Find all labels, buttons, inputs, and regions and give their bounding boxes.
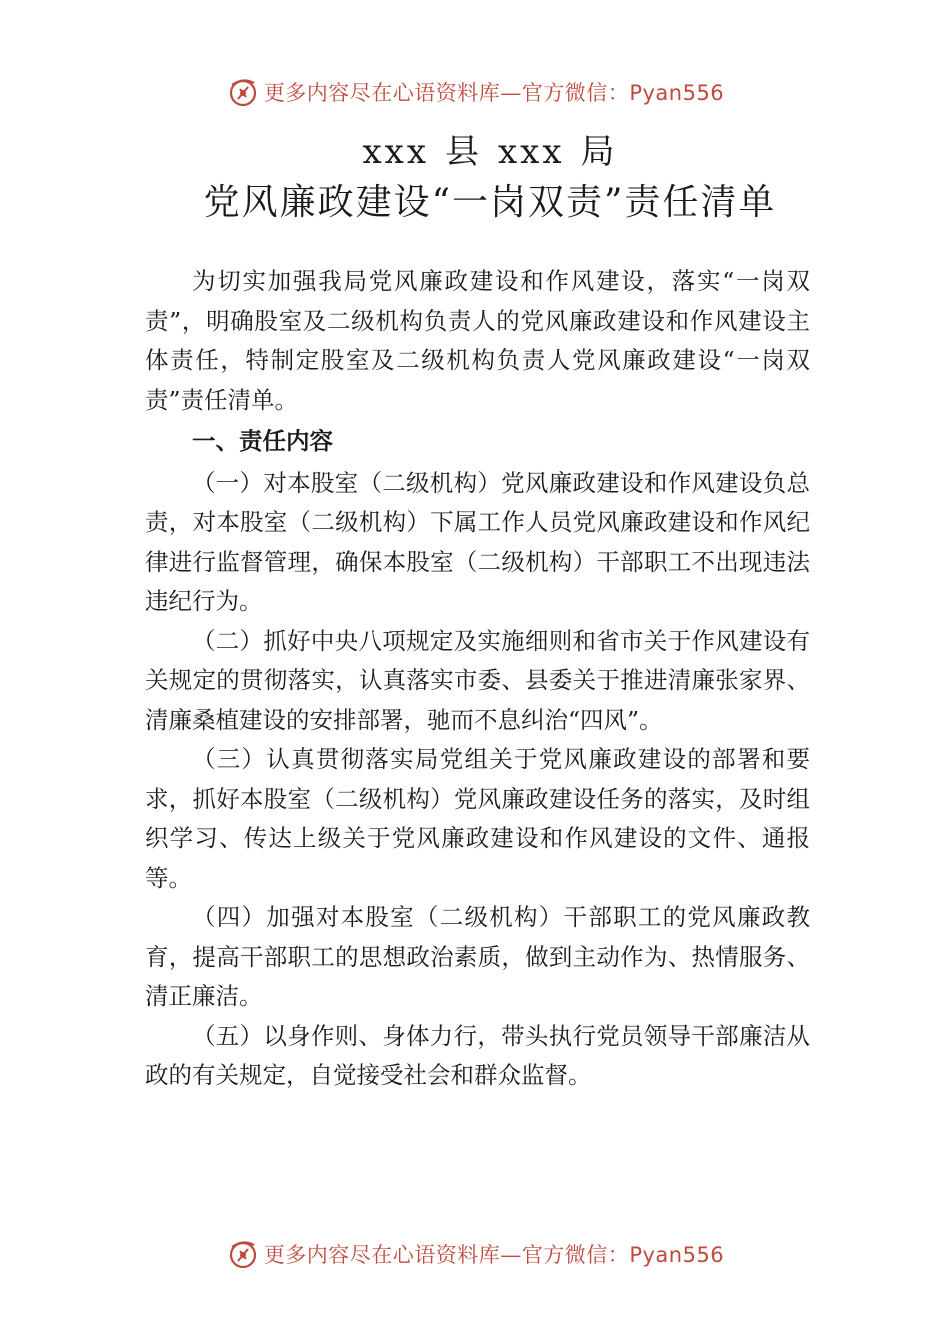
brand-logo-icon <box>226 1237 260 1271</box>
banner-text <box>264 77 724 107</box>
banner-wechat-id: Pyan556 <box>629 1243 725 1267</box>
list-item: （三）认真贯彻落实局党组关于党风廉政建设的部署和要求，抓好本股室（二级机构）党风廉政建设任务的落实，及时组织学习、传达上级关于党风廉政建设和作风建设的文件、通报等。 <box>145 745 810 892</box>
banner-text <box>264 1239 724 1269</box>
list-item: （五）以身作则、身体力行，带头执行党员领导干部廉洁从政的有关规定，自觉接受社会和群众监督。 <box>145 1021 810 1089</box>
title-line-2: 党风廉政建设“一岗双责”责任清单 <box>203 182 777 223</box>
document-title <box>0 128 950 230</box>
banner-brand: 更多内容尽在心语资料库 <box>263 1243 501 1267</box>
title-bureau-placeholder: xxx <box>498 132 565 172</box>
list-item: （二）抓好中央八项规定及实施细则和省市关于作风建设有关规定的贯彻落实，认真落实市委、县委关于推进清廉张家界、清廉桑植建设的安排部署，驰而不息纠治“四风”。 <box>145 626 810 734</box>
list-item: （一）对本股室（二级机构）党风廉政建设和作风建设负总责，对本股室（二级机构）下属工作人员党风廉政建设和作风纪律进行监督管理，确保本股室（二级机构）干部职工不出现违法违纪行为。 <box>145 468 810 615</box>
section-heading: 一、责任内容 <box>192 427 333 455</box>
title-county-placeholder: xxx <box>362 132 429 172</box>
intro-paragraph: 为切实加强我局党风廉政建设和作风建设，落实“一岗双责”，明确股室及二级机构负责人的党风廉政建设和作风建设主体责任，特制定股室及二级机构负责人党风廉政建设“一岗双责”责任清单。 <box>145 267 810 414</box>
title-bureau-word: 局 <box>580 132 618 172</box>
banner-dash: — <box>500 81 522 105</box>
banner-brand: 更多内容尽在心语资料库 <box>263 81 501 105</box>
brand-logo-icon <box>226 75 260 109</box>
banner-wechat-label: 官方微信： <box>521 81 630 105</box>
header-banner <box>0 70 950 114</box>
banner-dash: — <box>500 1243 522 1267</box>
title-county-word: 县 <box>445 132 482 172</box>
footer-banner <box>0 1232 950 1276</box>
banner-wechat-label: 官方微信： <box>521 1243 630 1267</box>
title-line-1 <box>30 128 950 176</box>
list-item: （四）加强对本股室（二级机构）干部职工的党风廉政教育，提高干部职工的思想政治素质，做到主动作为、热情服务、清正廉洁。 <box>145 903 810 1010</box>
banner-wechat-id: Pyan556 <box>629 81 725 105</box>
document-body <box>145 262 810 1096</box>
